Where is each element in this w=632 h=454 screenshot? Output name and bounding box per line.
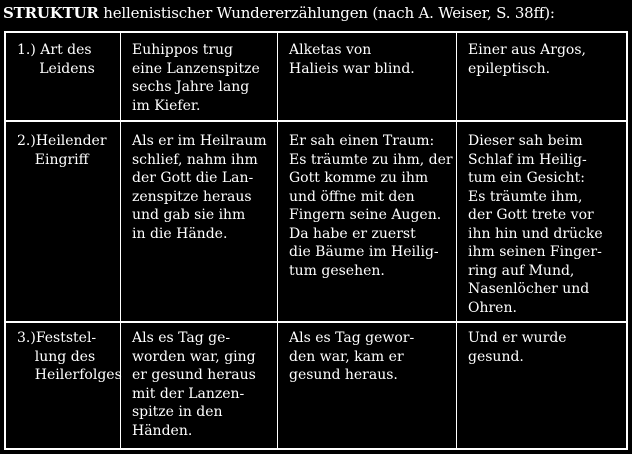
row-2-argos: Dieser sah beim Schlaf im Heilig- tum ein Gesicht: Es träumte ihm, der Gott trete vor ihn hin und drücke ihm seinen Finger- ring auf Mund, Nasenlöcher und Ohren. — [468, 133, 603, 316]
row-1-label: 1.) Art des Leidens — [17, 42, 95, 77]
heading-rest: hellenistischer Wundererzählungen (nach A. Weiser, S. 38ff): — [98, 4, 555, 22]
row-1-euhippos: Euhippos trug eine Lanzenspitze sechs Jahre lang im Kiefer. — [132, 42, 260, 114]
row-1-argos: Einer aus Argos, epileptisch. — [468, 42, 586, 77]
row-divider — [6, 321, 626, 323]
row-3-label: 3.)Feststel- lung des Heilerfolges — [17, 330, 122, 383]
column-divider — [456, 33, 457, 448]
heading-bold-word: STRUKTUR — [3, 4, 99, 22]
row-2-label: 2.)Heilender Eingriff — [17, 133, 107, 168]
row-1-alketas: Alketas von Halieis war blind. — [289, 42, 415, 77]
row-3-argos: Und er wurde gesund. — [468, 330, 567, 365]
page-heading — [3, 4, 555, 22]
column-divider — [277, 33, 278, 448]
column-divider — [120, 33, 121, 448]
row-3-alketas: Als es Tag gewor- den war, kam er gesund heraus. — [289, 330, 415, 383]
row-divider — [6, 120, 626, 122]
row-2-alketas: Er sah einen Traum: Es träumte zu ihm, der Gott komme zu ihm und öffne mit den Fingern seine Augen. Da habe er zuerst die Bäume im Heilig- tum gesehen. — [289, 133, 453, 279]
structure-table — [4, 31, 628, 450]
row-3-euhippos: Als es Tag ge- worden war, ging er gesund heraus mit der Lanzen- spitze in den Händen. — [132, 330, 256, 439]
row-2-euhippos: Als er im Heilraum schlief, nahm ihm der Gott die Lan- zenspitze heraus und gab sie ihm in die Hände. — [132, 133, 267, 242]
